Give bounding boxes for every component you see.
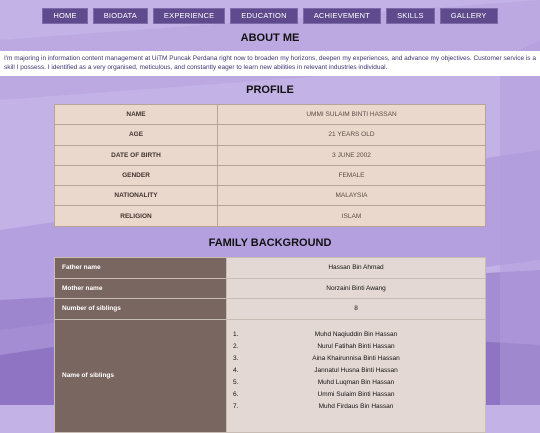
sibling-name: Nurul Fatihah Binti Hassan <box>317 342 395 350</box>
profile-label: NATIONALITY <box>55 186 218 206</box>
father-label: Father name <box>55 258 227 279</box>
profile-label: AGE <box>55 125 218 145</box>
profile-value: MALAYSIA <box>218 186 486 206</box>
list-number: 3. <box>233 354 239 362</box>
family-row-father <box>55 258 486 279</box>
list-number: 1. <box>233 330 239 338</box>
profile-row <box>55 125 486 145</box>
about-text: I'm majoring in information content management at UiTM Puncak Perdana right now to broaden my horizons, deepen my experiences, and advance my objectives. Customer service is a skill I possess. I identified as a very organised, meticulous, and constantly eager to learn new abilities in relevant industries individual. <box>0 51 540 76</box>
father-value: Hassan Bin Ahmad <box>227 258 486 279</box>
list-item <box>227 377 485 389</box>
profile-label: DATE OF BIRTH <box>55 145 218 165</box>
nav-skills-link[interactable]: SKILLS <box>386 8 435 24</box>
profile-value: UMMI SULAIM BINTI HASSAN <box>218 105 486 125</box>
siblings-label: Name of siblings <box>55 319 227 432</box>
mother-value: Norzaini Binti Awang <box>227 278 486 299</box>
about-heading: ABOUT ME <box>240 32 300 44</box>
profile-row <box>55 165 486 185</box>
nav-biodata-link[interactable]: BIODATA <box>93 8 148 24</box>
family-heading: FAMILY BACKGROUND <box>208 237 332 249</box>
sibling-count-value: 8 <box>227 299 486 320</box>
list-item <box>227 353 485 365</box>
profile-value: 21 YEARS OLD <box>218 125 486 145</box>
profile-heading: PROFILE <box>246 84 294 96</box>
family-row-mother <box>55 278 486 299</box>
list-item <box>227 329 485 341</box>
profile-row <box>55 206 486 226</box>
family-table <box>54 257 486 433</box>
nav-experience-link[interactable]: EXPERIENCE <box>153 8 225 24</box>
list-item <box>227 401 485 413</box>
sibling-name: Muhd Firdaus Bin Hassan <box>318 402 394 410</box>
list-item <box>227 389 485 401</box>
family-row-sibling-names <box>55 319 486 432</box>
list-item <box>227 365 485 377</box>
list-number: 2. <box>233 342 239 350</box>
list-number: 4. <box>233 366 239 374</box>
family-row-sibling-count <box>55 299 486 320</box>
profile-value: FEMALE <box>218 165 486 185</box>
sibling-name: Jannatul Husna Binti Hassan <box>314 366 398 374</box>
sibling-name: Muhd Naqiuddin Bin Hassan <box>314 330 398 338</box>
sibling-name: Ummi Sulaim Binti Hassan <box>317 390 395 398</box>
profile-label: NAME <box>55 105 218 125</box>
nav-home-link[interactable]: HOME <box>42 8 87 24</box>
list-item <box>227 341 485 353</box>
list-number: 6. <box>233 390 239 398</box>
list-number: 5. <box>233 378 239 386</box>
list-number: 7. <box>233 402 239 410</box>
profile-table <box>54 104 486 227</box>
profile-row <box>55 186 486 206</box>
nav-achievement-link[interactable]: ACHIEVEMENT <box>303 8 381 24</box>
profile-value: 3 JUNE 2002 <box>218 145 486 165</box>
profile-label: RELIGION <box>55 206 218 226</box>
sibling-name: Aina Khairunnisa Binti Hassan <box>312 354 400 362</box>
profile-label: GENDER <box>55 165 218 185</box>
mother-label: Mother name <box>55 278 227 299</box>
profile-row <box>55 105 486 125</box>
profile-row <box>55 145 486 165</box>
sibling-count-label: Number of siblings <box>55 299 227 320</box>
nav-gallery-link[interactable]: GALLERY <box>440 8 498 24</box>
siblings-cell <box>227 319 486 432</box>
siblings-list <box>227 320 485 413</box>
profile-value: ISLAM <box>218 206 486 226</box>
top-nav <box>0 8 540 24</box>
sibling-name: Muhd Luqman Bin Hassan <box>317 378 395 386</box>
nav-education-link[interactable]: EDUCATION <box>230 8 297 24</box>
